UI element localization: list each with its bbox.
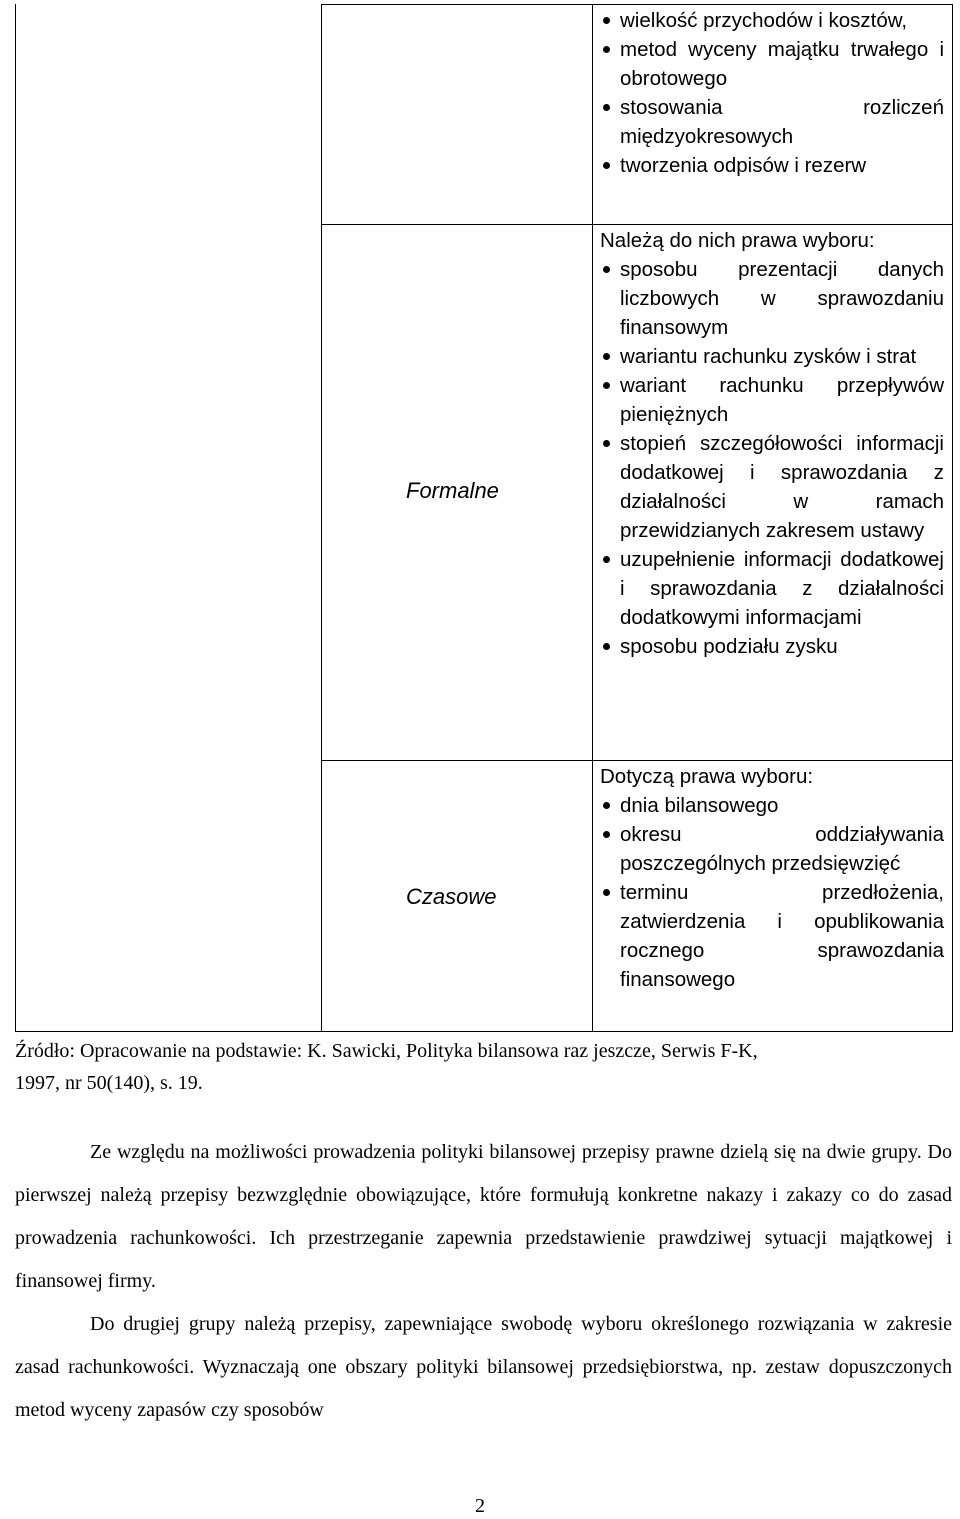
bullet-icon xyxy=(603,889,610,896)
source-line-2: 1997, nr 50(140), s. 19. xyxy=(15,1072,203,1094)
list-item: sposobu prezentacji danych liczbowych w sprawozdaniu finansowym xyxy=(600,255,944,342)
body-text xyxy=(15,1131,952,1432)
paragraph: Ze względu na możliwości prowadzenia polityki bilansowej przepisy prawne dzielą się na dwie grupy. Do pierwszej należą przepisy bezwzględnie obowiązujące, które formułują konkretne nakazy i zakazy co do zasad prowadzenia rachunkowości. Ich przestrzeganie zapewnia przedstawienie prawdziwej sytuacji majątkowej i finansowej firmy. xyxy=(15,1141,952,1292)
bullet-icon xyxy=(603,802,610,809)
bullet-icon xyxy=(603,266,610,273)
temporal-heading: Dotyczą prawa wyboru: xyxy=(600,765,814,788)
temporal-cell xyxy=(600,762,944,994)
formal-heading: Należą do nich prawa wyboru: xyxy=(600,229,875,252)
list-item: uzupełnienie informacji dodatkowej i sprawozdania z działalności dodatkowymi informacjami xyxy=(600,545,944,632)
bullet-icon xyxy=(603,382,610,389)
table-column-divider-1 xyxy=(321,4,322,1032)
list-item: sposobu podziału zysku xyxy=(600,632,944,661)
list-item: stopień szczegółowości informacji dodatkowej i sprawozdania z działalności w ramach przewidzianych zakresem ustawy xyxy=(600,429,944,545)
list-item: terminu przedłożenia, zatwierdzenia i opublikowania rocznego sprawozdania finansowego xyxy=(600,878,944,994)
bullet-icon xyxy=(603,831,610,838)
table-top-border xyxy=(321,4,953,5)
bullet-icon xyxy=(603,643,610,650)
intro-cell xyxy=(600,6,944,180)
list-item: dnia bilansowego xyxy=(600,791,944,820)
page-number: 2 xyxy=(475,1495,485,1517)
list-item: metod wyceny majątku trwałego i obrotowego xyxy=(600,35,944,93)
list-item: wariant rachunku przepływów pieniężnych xyxy=(600,371,944,429)
list-item: okresu oddziaływania poszczególnych przedsięwzięć xyxy=(600,820,944,878)
bullet-icon xyxy=(603,162,610,169)
bullet-icon xyxy=(603,46,610,53)
table-column-divider-2 xyxy=(592,4,593,1032)
table-bottom-border xyxy=(15,1031,953,1032)
list-item: wielkość przychodów i kosztów, xyxy=(600,6,944,35)
table-row-divider-2 xyxy=(321,760,953,761)
list-item: stosowania rozliczeń międzyokresowych xyxy=(600,93,944,151)
formal-cell xyxy=(600,224,944,661)
bullet-icon xyxy=(603,440,610,447)
bullet-icon xyxy=(603,556,610,563)
list-item: tworzenia odpisów i rezerw xyxy=(600,151,944,180)
source-note xyxy=(15,1035,950,1099)
formal-label: Formalne xyxy=(406,478,499,503)
temporal-label: Czasowe xyxy=(406,884,497,909)
bullet-icon xyxy=(603,104,610,111)
bullet-icon xyxy=(603,353,610,360)
bullet-icon xyxy=(603,17,610,24)
table-left-border xyxy=(15,4,16,1032)
list-item: wariantu rachunku zysków i strat xyxy=(600,342,944,371)
paragraph: Do drugiej grupy należą przepisy, zapewniające swobodę wyboru określonego rozwiązania w zakresie zasad rachunkowości. Wyznaczają one obszary polityki bilansowej przedsiębiorstwa, np. zestaw dopuszczonych metod wyceny zapasów czy sposobów xyxy=(15,1313,952,1421)
table-right-border xyxy=(952,4,953,1032)
source-line-1: Źródło: Opracowanie na podstawie: K. Sawicki, Polityka bilansowa raz jeszcze, Serwis F-K, xyxy=(15,1040,758,1062)
